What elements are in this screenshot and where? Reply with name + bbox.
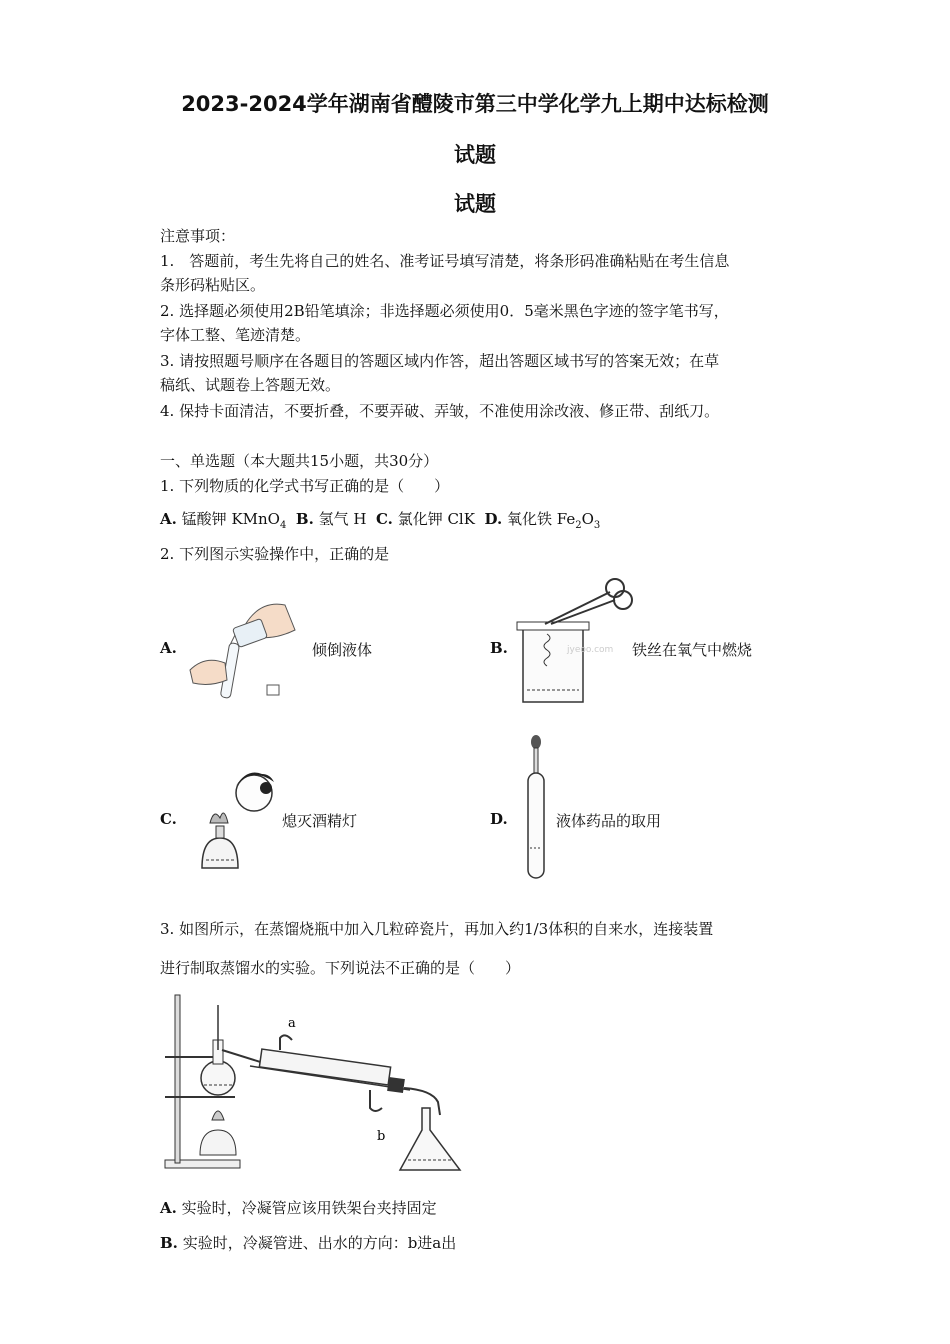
q1-option-c-label: C. bbox=[376, 510, 393, 528]
alcohol-lamp-figure bbox=[192, 768, 282, 878]
q1-option-d-text: 氧化铁 Fe bbox=[506, 510, 576, 528]
q2-option-c-label: C. bbox=[160, 810, 177, 828]
notice-line: 2. 选择题必须使用2B铅笔填涂；非选择题必须使用0．5毫米黑色字迹的签字笔书写， bbox=[160, 302, 729, 320]
q3-option-b-label: B. bbox=[160, 1234, 178, 1252]
notice-heading: 注意事项： bbox=[160, 227, 236, 245]
label-a: a bbox=[288, 1016, 296, 1031]
q3-option-a-text: 实验时，冷凝管应该用铁架台夹持固定 bbox=[181, 1199, 437, 1217]
q1-option-d-label: D. bbox=[484, 510, 503, 528]
question-1-stem: 1. 下列物质的化学式书写正确的是（ ） bbox=[160, 477, 450, 495]
q2-option-c-caption: 熄灭酒精灯 bbox=[282, 812, 358, 830]
question-3-stem-line1: 3. 如图所示，在蒸馏烧瓶中加入几粒碎瓷片，再加入约1/3体积的自来水，连接装置 bbox=[160, 920, 714, 938]
q1-option-d-sub1: 2 bbox=[575, 520, 582, 531]
notice-line: 条形码粘贴区。 bbox=[160, 276, 266, 294]
q1-option-a-formula: KMnO bbox=[231, 510, 280, 528]
q2-option-a-caption: 倾倒液体 bbox=[312, 641, 373, 659]
iron-wire-burning-figure bbox=[515, 572, 635, 707]
question-2-stem: 2. 下列图示实验操作中，正确的是 bbox=[160, 545, 390, 563]
q2-option-b-caption: 铁丝在氧气中燃烧 bbox=[632, 641, 753, 659]
q3-option-b bbox=[160, 1232, 456, 1254]
q2-option-b-label: B. bbox=[490, 639, 508, 657]
watermark-text: jyeoo.com bbox=[567, 645, 614, 655]
question-1-options bbox=[160, 508, 600, 537]
page-subtitle: 试题 bbox=[454, 192, 496, 216]
notice-line: 4. 保持卡面清洁，不要折叠，不要弄破、弄皱，不准使用涂改液、修正带、刮纸刀。 bbox=[160, 402, 720, 420]
q1-option-b-text: 氢气 H bbox=[318, 510, 367, 528]
label-b: b bbox=[377, 1129, 386, 1144]
q1-option-d-sub2: 3 bbox=[593, 520, 601, 531]
section-heading: 一、单选题（本大题共15小题，共30分） bbox=[160, 452, 439, 470]
q2-option-d-caption: 液体药品的取用 bbox=[556, 812, 662, 830]
q1-option-b-label: B. bbox=[295, 510, 314, 528]
q3-option-b-text: 实验时，冷凝管进、出水的方向：b进a出 bbox=[182, 1234, 457, 1252]
question-3-stem-line2: 进行制取蒸馏水的实验。下列说法不正确的是（ ） bbox=[160, 959, 521, 977]
q2-option-d-label: D. bbox=[490, 810, 508, 828]
pouring-liquid-figure bbox=[185, 595, 300, 705]
distillation-apparatus-figure bbox=[160, 990, 480, 1180]
q2-option-a-label: A. bbox=[160, 639, 177, 657]
dropper-test-tube-figure bbox=[522, 733, 552, 883]
q1-option-d-o: O bbox=[581, 510, 594, 528]
q3-option-a bbox=[160, 1197, 437, 1219]
notice-line: 稿纸、试题卷上答题无效。 bbox=[160, 376, 341, 394]
q1-option-c-text: 氯化钾 ClK bbox=[397, 510, 475, 528]
q1-option-a-sub: 4 bbox=[279, 520, 287, 531]
q1-option-a-text: 锰酸钾 bbox=[181, 510, 227, 528]
page-title-line2: 试题 bbox=[454, 143, 496, 167]
q3-option-a-label: A. bbox=[160, 1199, 177, 1217]
page-title: 2023-2024学年湖南省醴陵市第三中学化学九上期中达标检测 bbox=[181, 92, 769, 116]
notice-line: 1. 答题前，考生先将自己的姓名、准考证号填写清楚，将条形码准确粘贴在考生信息 bbox=[160, 252, 730, 270]
notice-line: 3. 请按照题号顺序在各题目的答题区域内作答，超出答题区域书写的答案无效；在草 bbox=[160, 352, 720, 370]
notice-line: 字体工整、笔迹清楚。 bbox=[160, 326, 311, 344]
q1-option-a-label: A. bbox=[160, 510, 177, 528]
